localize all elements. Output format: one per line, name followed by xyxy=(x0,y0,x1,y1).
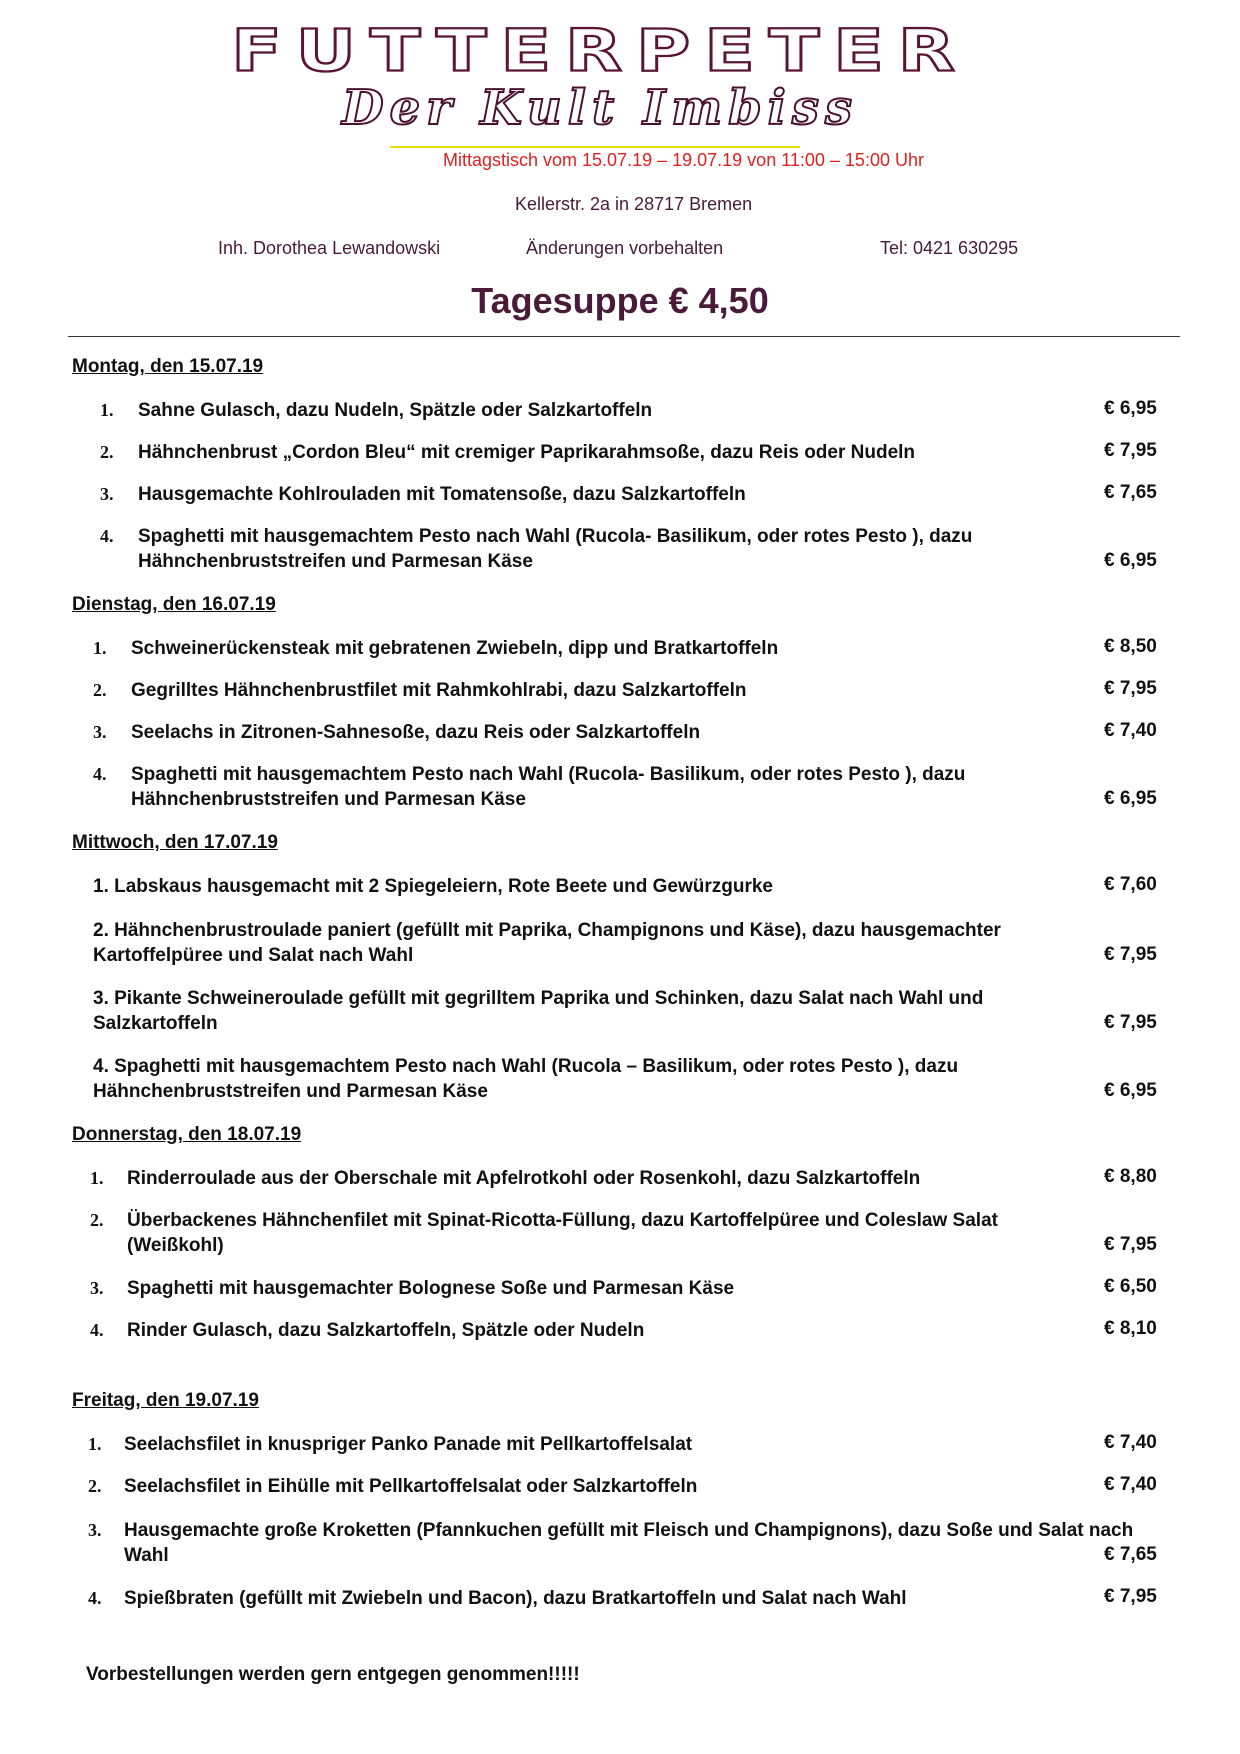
daily-soup: Tagesuppe € 4,50 xyxy=(471,280,769,321)
item-price: € 6,50 xyxy=(1104,1276,1157,1297)
preorder-note: Vorbestellungen werden gern entgegen genommen!!!!! xyxy=(86,1664,580,1685)
phone: Tel: 0421 630295 xyxy=(880,238,1019,258)
item-number: 1. xyxy=(93,638,107,658)
item-price: € 7,95 xyxy=(1104,1586,1157,1607)
item-price: € 7,40 xyxy=(1104,1474,1157,1495)
item-description: Spaghetti mit hausgemachter Bolognese Soße und Parmesan Käse xyxy=(127,1278,735,1299)
item-price: € 6,95 xyxy=(1104,398,1157,419)
item-number: 2. xyxy=(93,680,107,700)
item-description: Hähnchenbrust „Cordon Bleu“ mit cremiger Paprikarahmsoße, dazu Reis oder Nudeln xyxy=(138,442,916,463)
logo-title: FUTTERPETER xyxy=(231,17,969,85)
item-price: € 8,50 xyxy=(1104,636,1157,657)
item-price: € 7,95 xyxy=(1104,1012,1157,1033)
item-price: € 6,95 xyxy=(1104,1080,1157,1101)
item-price: € 7,60 xyxy=(1104,874,1157,895)
lunch-info: Mittagstisch vom 15.07.19 – 19.07.19 von 11:00 – 15:00 Uhr xyxy=(443,150,924,170)
item-price: € 7,40 xyxy=(1104,1432,1157,1453)
item-description: Spaghetti mit hausgemachtem Pesto nach Wahl (Rucola- Basilikum, oder rotes Pesto ), dazu Hähnchenbruststreifen und Parmesan Käse xyxy=(131,764,966,810)
item-number: 4. xyxy=(93,764,107,784)
item-number: 4. xyxy=(100,526,114,546)
day-heading-friday: Freitag, den 19.07.19 xyxy=(72,1390,259,1411)
item-description: Seelachs in Zitronen-Sahnesoße, dazu Reis oder Salzkartoffeln xyxy=(131,722,701,743)
item-number: 3. xyxy=(93,722,107,742)
header-divider xyxy=(68,336,1180,337)
item-description: Sahne Gulasch, dazu Nudeln, Spätzle oder Salzkartoffeln xyxy=(138,400,653,421)
day-heading-wednesday: Mittwoch, den 17.07.19 xyxy=(72,832,278,853)
item-price: € 7,40 xyxy=(1104,720,1157,741)
item-description: 1. Labskaus hausgemacht mit 2 Spiegeleiern, Rote Beete und Gewürzgurke xyxy=(93,876,773,897)
day-heading-monday: Montag, den 15.07.19 xyxy=(72,356,264,377)
item-number: 4. xyxy=(88,1588,102,1608)
item-number: 2. xyxy=(90,1210,104,1230)
item-number: 2. xyxy=(88,1476,102,1496)
item-description: Gegrilltes Hähnchenbrustfilet mit Rahmkohlrabi, dazu Salzkartoffeln xyxy=(131,680,747,701)
item-description: Hausgemachte große Kroketten (Pfannkuchen gefüllt mit Fleisch und Champignons), dazu Soße und Salat nach Wahl xyxy=(124,1520,1134,1566)
day-heading-tuesday: Dienstag, den 16.07.19 xyxy=(72,594,276,615)
item-number: 3. xyxy=(88,1520,102,1540)
item-number: 1. xyxy=(90,1168,104,1188)
item-price: € 7,65 xyxy=(1104,482,1157,503)
item-price: € 6,95 xyxy=(1104,788,1157,809)
address: Kellerstr. 2a in 28717 Bremen xyxy=(515,194,753,214)
item-number: 4. xyxy=(90,1320,104,1340)
item-description: 3. Pikante Schweineroulade gefüllt mit gegrilltem Paprika und Schinken, dazu Salat nach Wahl und Salzkartoffeln xyxy=(93,988,984,1034)
item-description: 4. Spaghetti mit hausgemachtem Pesto nach Wahl (Rucola – Basilikum, oder rotes Pesto ), dazu Hähnchenbruststreifen und Parmesan Käse xyxy=(93,1056,959,1102)
logo xyxy=(160,17,1040,136)
disclaimer: Änderungen vorbehalten xyxy=(526,238,724,258)
item-price: € 7,95 xyxy=(1104,944,1157,965)
item-description: Seelachsfilet in knuspriger Panko Panade mit Pellkartoffelsalat xyxy=(124,1434,693,1455)
item-description: 2. Hähnchenbrustroulade paniert (gefüllt mit Paprika, Champignons und Käse), dazu hausgemachter Kartoffelpüree und Salat nach Wahl xyxy=(93,920,1001,966)
owner: Inh. Dorothea Lewandowski xyxy=(218,238,441,258)
item-price: € 7,95 xyxy=(1104,1234,1157,1255)
logo-underline xyxy=(390,146,800,148)
item-number: 2. xyxy=(100,442,114,462)
item-description: Überbackenes Hähnchenfilet mit Spinat-Ricotta-Füllung, dazu Kartoffelpüree und Coleslaw Salat (Weißkohl) xyxy=(127,1210,998,1256)
item-price: € 7,65 xyxy=(1104,1544,1157,1565)
item-price: € 7,95 xyxy=(1104,678,1157,699)
item-description: Seelachsfilet in Eihülle mit Pellkartoffelsalat oder Salzkartoffeln xyxy=(124,1476,698,1497)
item-description: Rinderroulade aus der Oberschale mit Apfelrotkohl oder Rosenkohl, dazu Salzkartoffeln xyxy=(127,1168,921,1189)
item-description: Schweinerückensteak mit gebratenen Zwiebeln, dipp und Bratkartoffeln xyxy=(131,638,779,659)
item-price: € 7,95 xyxy=(1104,440,1157,461)
item-number: 1. xyxy=(88,1434,102,1454)
item-description: Rinder Gulasch, dazu Salzkartoffeln, Spätzle oder Nudeln xyxy=(127,1320,645,1341)
item-description: Hausgemachte Kohlrouladen mit Tomatensoße, dazu Salzkartoffeln xyxy=(138,484,746,505)
item-number: 1. xyxy=(100,400,114,420)
logo-subtitle: Der Kult Imbiss xyxy=(342,80,858,136)
item-number: 3. xyxy=(90,1278,104,1298)
item-description: Spaghetti mit hausgemachtem Pesto nach Wahl (Rucola- Basilikum, oder rotes Pesto ), dazu Hähnchenbruststreifen und Parmesan Käse xyxy=(138,526,973,572)
item-number: 3. xyxy=(100,484,114,504)
item-description: Spießbraten (gefüllt mit Zwiebeln und Bacon), dazu Bratkartoffeln und Salat nach Wahl xyxy=(124,1588,907,1609)
day-heading-thursday: Donnerstag, den 18.07.19 xyxy=(72,1124,302,1145)
item-price: € 8,10 xyxy=(1104,1318,1157,1339)
item-price: € 8,80 xyxy=(1104,1166,1157,1187)
item-price: € 6,95 xyxy=(1104,550,1157,571)
